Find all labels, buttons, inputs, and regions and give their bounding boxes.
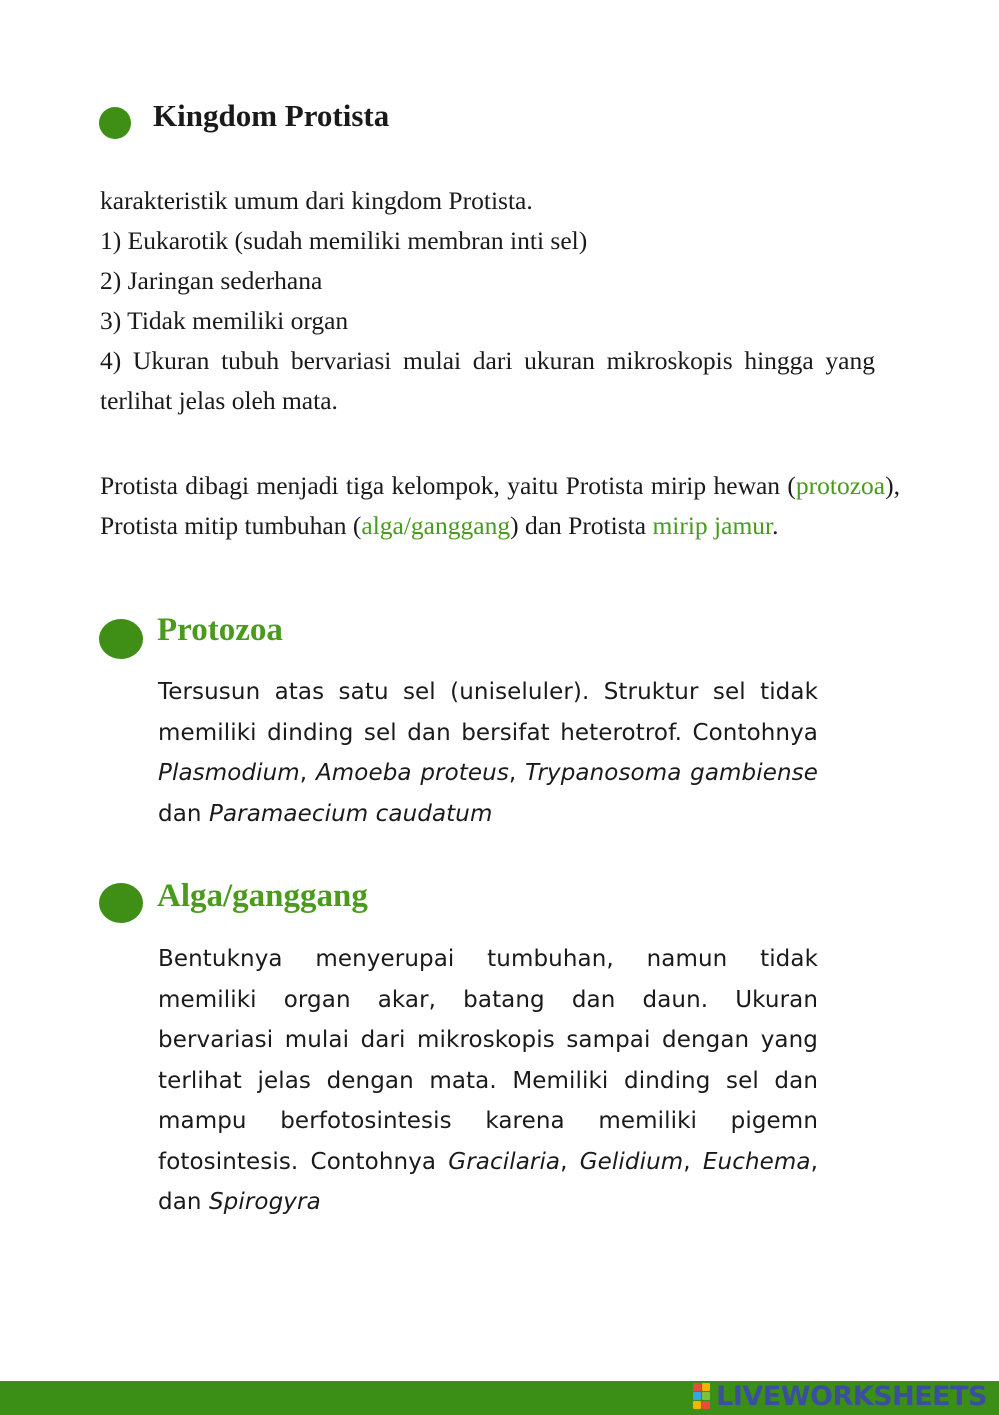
protozoa-heading: Protozoa	[157, 612, 283, 648]
species-name: Trypanosoma gambiense	[525, 760, 818, 786]
groups-paragraph	[100, 466, 900, 546]
species-name: Gracilaria	[448, 1148, 561, 1175]
group-protozoa: protozoa	[795, 471, 886, 500]
alga-text: Bentuknya menyerupai tumbuhan, namun tidak memiliki organ akar, batang dan daun. Ukuran bervariasi mulai dari mikroskopis sampai dengan yang terlihat jelas dengan mata. Memiliki dinding sel dan mampu berfotosintesis karena memiliki pigemn fotosintesis. Contohnya	[158, 946, 818, 1175]
protozoa-description	[158, 672, 818, 834]
page-title: Kingdom Protista	[153, 98, 390, 133]
alga-bullet-icon	[99, 883, 143, 923]
alga-heading: Alga/ganggang	[157, 878, 368, 914]
characteristic-item: 3) Tidak memiliki organ	[100, 306, 349, 335]
separator: ,	[683, 1148, 703, 1175]
group-alga: alga/ganggang	[361, 511, 511, 540]
brand-name: LIVEWORKSHEETS	[716, 1380, 987, 1412]
groups-text: ), Protista mitip tumbuhan (	[100, 471, 900, 540]
separator: ,	[560, 1148, 580, 1175]
title-bullet-icon	[99, 107, 131, 139]
liveworksheets-brand[interactable]	[693, 1377, 987, 1415]
alga-description	[158, 939, 818, 1223]
characteristic-item: 2) Jaringan sederhana	[100, 266, 323, 295]
separator: ,	[508, 760, 526, 786]
protozoa-text: Tersusun atas satu sel (uniseluler). Struktur sel tidak memiliki dinding sel dan bersifat heterotrof. Contohnya	[158, 679, 818, 746]
groups-text: Protista dibagi menjadi tiga kelompok, yaitu Protista mirip hewan (	[100, 471, 796, 500]
group-jamur: mirip jamur	[652, 511, 773, 540]
groups-text: ) dan Protista	[510, 511, 653, 540]
species-name: Euchema	[702, 1148, 811, 1175]
characteristics-list	[100, 181, 900, 421]
species-name: Spirogyra	[208, 1189, 321, 1215]
separator: dan	[158, 800, 209, 827]
protozoa-bullet-icon	[99, 619, 143, 659]
liveworksheets-logo-icon	[693, 1383, 710, 1409]
separator: , dan	[158, 1148, 818, 1215]
characteristic-item: 1) Eukarotik (sudah memiliki membran inti sel)	[100, 226, 588, 255]
species-name: Amoeba proteus	[315, 760, 509, 786]
groups-text: .	[772, 511, 779, 540]
species-name: Plasmodium	[158, 760, 300, 786]
characteristics-intro: karakteristik umum dari kingdom Protista.	[100, 186, 533, 215]
species-name: Paramaecium caudatum	[208, 800, 493, 827]
species-name: Gelidium	[579, 1148, 684, 1175]
characteristic-item: 4) Ukuran tubuh bervariasi mulai dari ukuran mikroskopis hingga yang terlihat jelas oleh mata.	[100, 346, 875, 415]
separator: ,	[299, 760, 316, 786]
